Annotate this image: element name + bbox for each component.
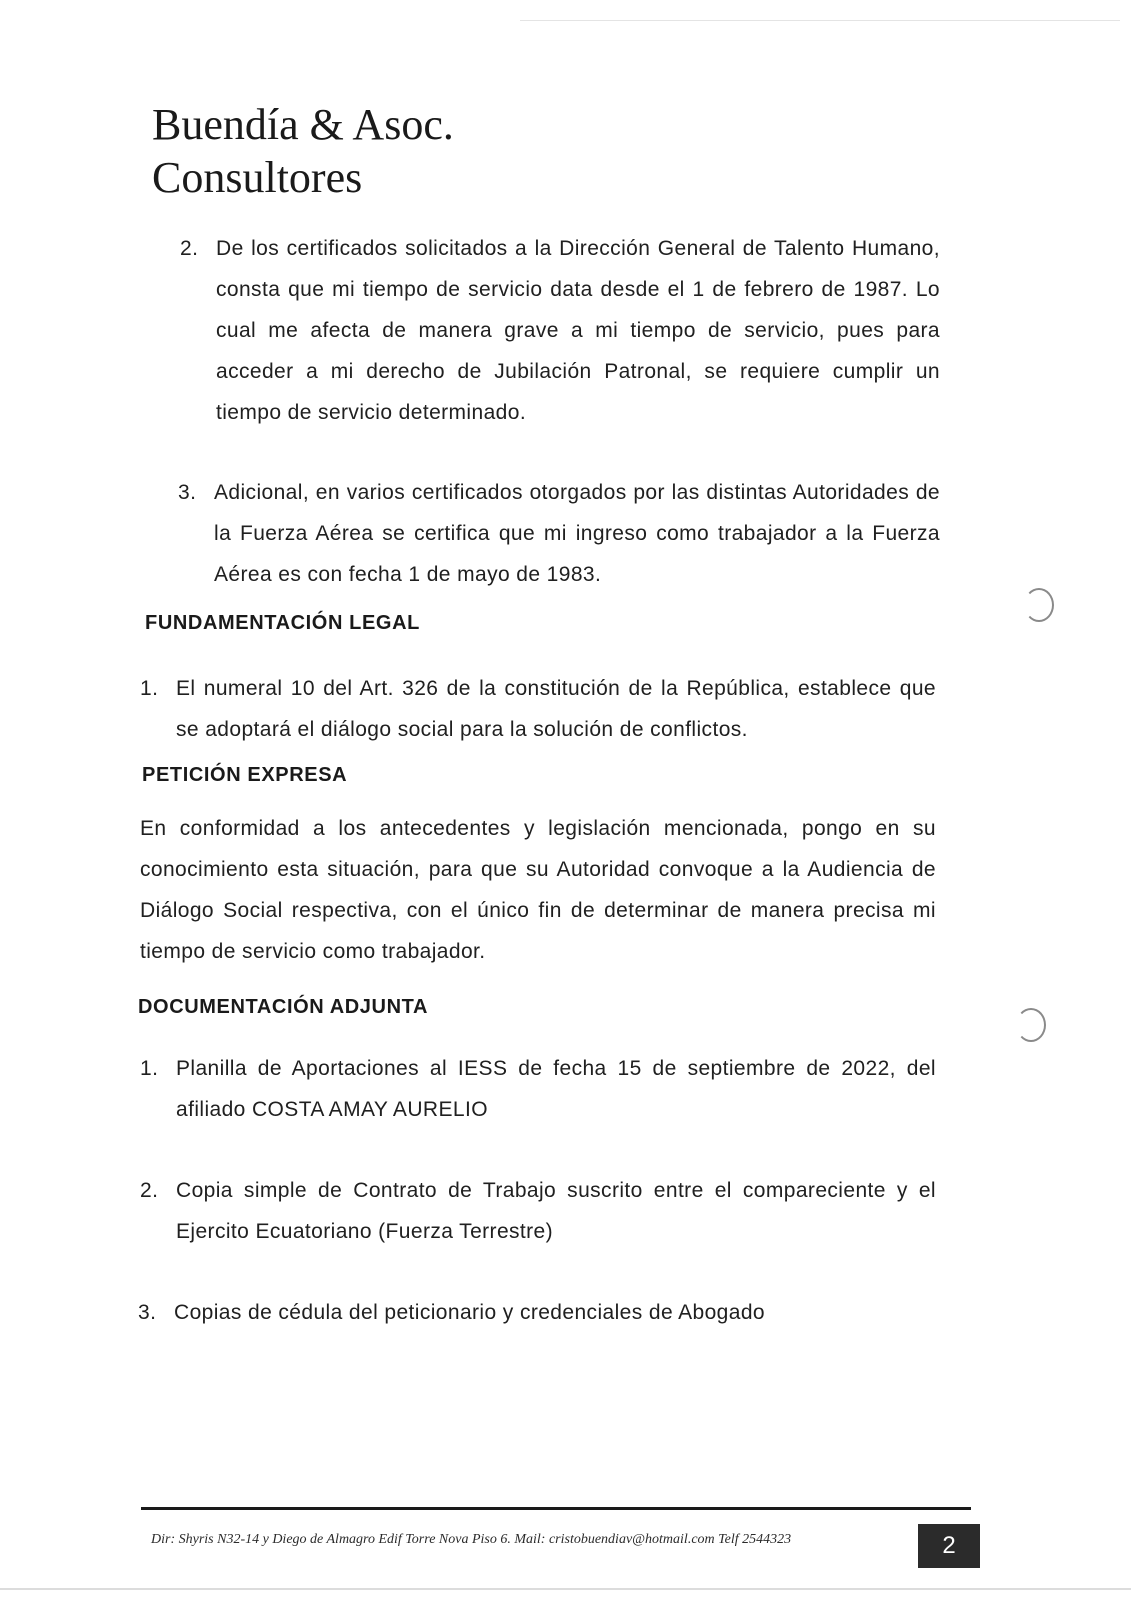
list-item-number: 1. bbox=[140, 677, 159, 700]
list-item bbox=[180, 228, 940, 433]
list-item-text: Adicional, en varios certificados otorgados por las distintas Autoridades de la Fuerza Aérea se certifica que mi ingreso como trabajador a la Fuerza Aérea es con fecha 1 de mayo de 1983. bbox=[214, 481, 940, 586]
section-heading-documentacion: DOCUMENTACIÓN ADJUNTA bbox=[138, 996, 428, 1018]
letterhead-subtitle: Consultores bbox=[152, 153, 363, 202]
page-number-badge bbox=[918, 1524, 980, 1568]
footer-divider bbox=[141, 1507, 971, 1510]
list-item-number: 3. bbox=[138, 1301, 157, 1324]
list-item-number: 3. bbox=[178, 481, 197, 504]
letterhead bbox=[152, 98, 454, 204]
footer-address: Dir: Shyris N32-14 y Diego de Almagro Edif Torre Nova Piso 6. Mail: cristobuendiav@hotmail.com Telf 2544323 bbox=[151, 1532, 792, 1547]
list-item bbox=[178, 472, 940, 595]
scan-edge-line bbox=[0, 1588, 1131, 1590]
list-item-text: Planilla de Aportaciones al IESS de fecha 15 de septiembre de 2022, del afiliado COSTA AMAY AURELIO bbox=[176, 1057, 936, 1121]
peticion-paragraph: En conformidad a los antecedentes y legislación mencionada, pongo en su conocimiento esta situación, para que su Autoridad convoque a la Audiencia de Diálogo Social respectiva, con el único fin de determinar de manera precisa mi tiempo de servicio como trabajador. bbox=[140, 817, 936, 963]
list-item-number: 2. bbox=[140, 1179, 159, 1202]
punch-hole-mark bbox=[1024, 588, 1054, 622]
list-item-text: El numeral 10 del Art. 326 de la constitución de la República, establece que se adoptará el diálogo social para la solución de conflictos. bbox=[176, 677, 936, 741]
list-item-text: Copias de cédula del peticionario y credenciales de Abogado bbox=[174, 1301, 765, 1324]
list-item bbox=[140, 668, 936, 750]
letterhead-firm-name: Buendía & Asoc. bbox=[152, 100, 454, 149]
list-item-text: Copia simple de Contrato de Trabajo suscrito entre el compareciente y el Ejercito Ecuatoriano (Fuerza Terrestre) bbox=[176, 1179, 936, 1243]
scan-edge-line bbox=[520, 20, 1120, 21]
list-item bbox=[140, 1048, 936, 1130]
page-number: 2 bbox=[942, 1532, 956, 1559]
list-item bbox=[140, 1170, 936, 1252]
punch-hole-mark bbox=[1016, 1008, 1046, 1042]
section-heading-peticion: PETICIÓN EXPRESA bbox=[142, 764, 348, 786]
list-item bbox=[138, 1292, 934, 1333]
list-item-number: 2. bbox=[180, 237, 199, 260]
section-heading-fundamentacion: FUNDAMENTACIÓN LEGAL bbox=[145, 612, 420, 634]
list-item-text: De los certificados solicitados a la Dirección General de Talento Humano, consta que mi tiempo de servicio data desde el 1 de febrero de 1987. Lo cual me afecta de manera grave a mi tiempo de servicio, pues para acceder a mi derecho de Jubilación Patronal, se requiere cumplir un tiempo de servicio determinado. bbox=[216, 237, 940, 424]
list-item-number: 1. bbox=[140, 1057, 159, 1080]
